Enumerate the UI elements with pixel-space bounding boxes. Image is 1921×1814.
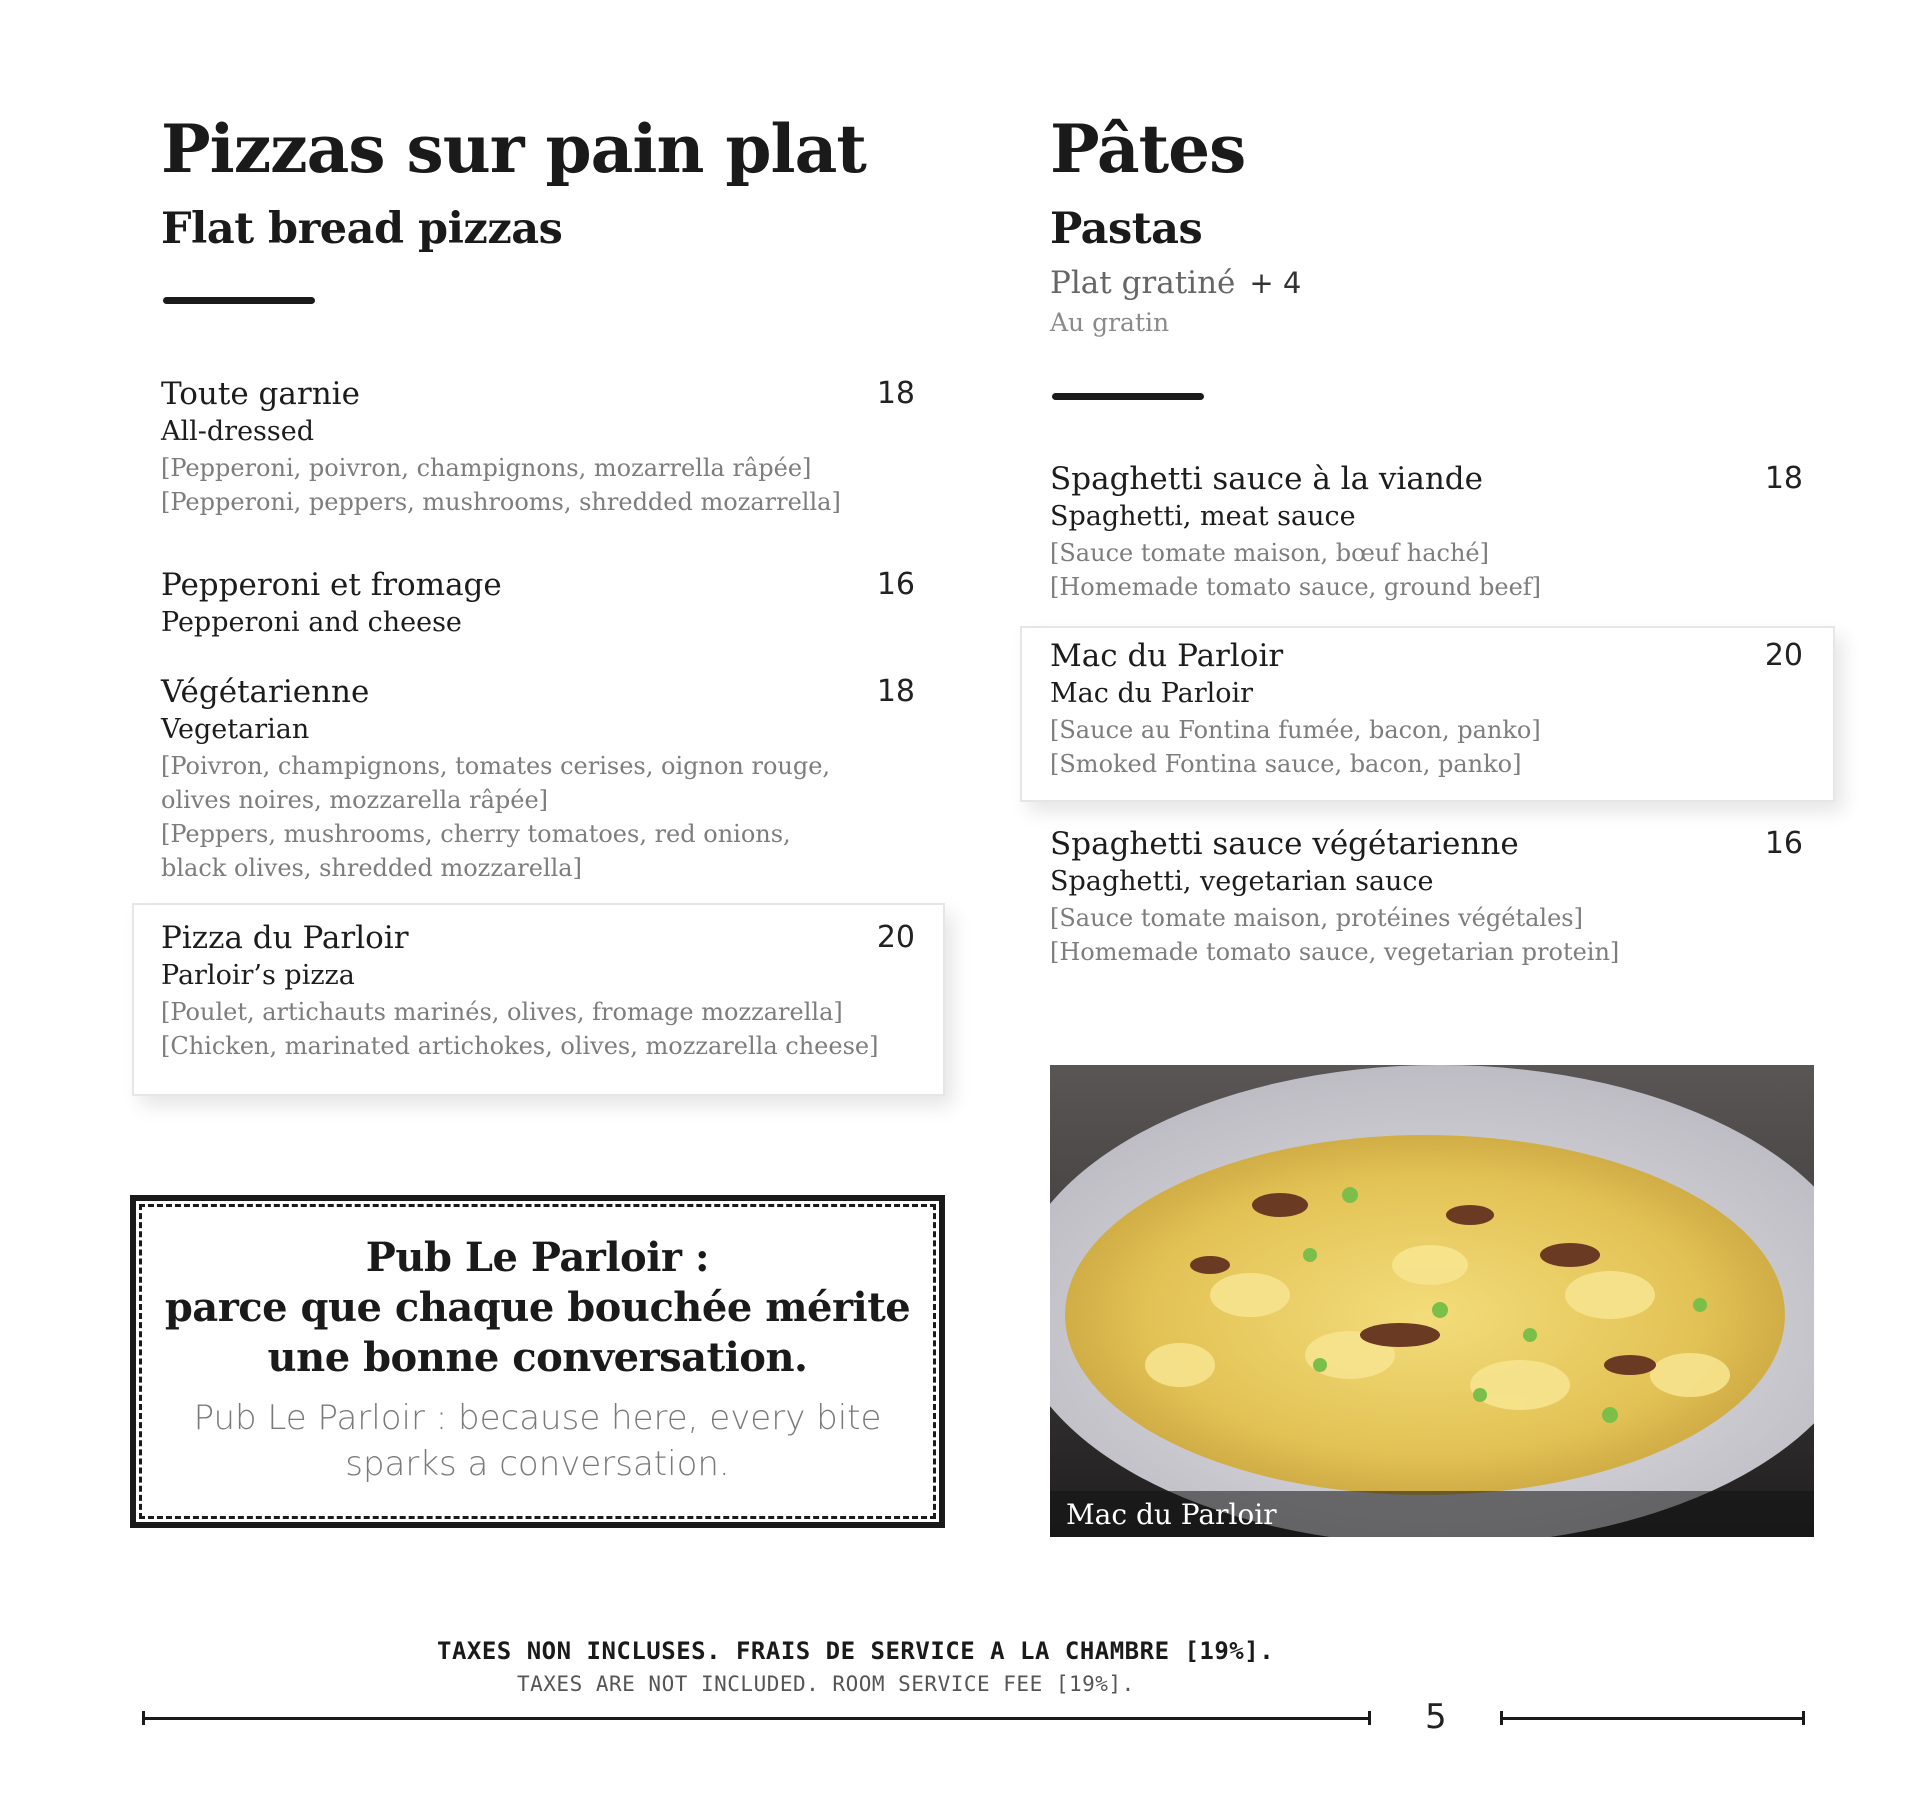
page-number: 5: [1425, 1697, 1447, 1737]
item-name-fr: Mac du Parloir: [1050, 638, 1284, 674]
item-name-fr: Toute garnie: [161, 376, 360, 412]
item-price: 18: [876, 674, 915, 709]
dish-photo: [1050, 1065, 1814, 1537]
item-price: 18: [876, 376, 915, 411]
slogan-en-line-2: sparks a conversation.: [345, 1444, 730, 1484]
mac-and-cheese-image: [1050, 1065, 1814, 1537]
item-price: 20: [876, 920, 915, 955]
item-name-fr: Spaghetti sauce végétarienne: [1050, 826, 1519, 862]
menu-item-mac-du-parloir: [1050, 637, 1541, 781]
rule-tick: [1500, 1711, 1503, 1725]
slogan-box: [130, 1195, 945, 1528]
footer-rule-left: [142, 1717, 1371, 1720]
item-name-en: All-dressed: [161, 416, 315, 447]
item-desc-fr: [Sauce tomate maison, protéines végétales]: [1050, 904, 1583, 932]
item-desc-fr: [Poulet, artichauts marinés, olives, fromage mozzarella]: [161, 998, 843, 1026]
item-name-en: Spaghetti, vegetarian sauce: [1050, 866, 1434, 897]
item-name-en: Parloir’s pizza: [161, 960, 355, 991]
item-name-en: Spaghetti, meat sauce: [1050, 501, 1356, 532]
section-divider: [1052, 393, 1204, 400]
item-desc-en: [Pepperoni, peppers, mushrooms, shredded mozarrella]: [161, 488, 841, 516]
rule-tick: [142, 1711, 145, 1725]
pastas-title: Pâtes: [1050, 110, 1246, 188]
item-price: 20: [1764, 638, 1803, 673]
gratin-label-en: Au gratin: [1050, 308, 1170, 337]
section-divider: [163, 297, 315, 304]
menu-item-spaghetti-viande: [1050, 460, 1541, 604]
item-name-en: Pepperoni and cheese: [161, 607, 462, 638]
item-name-fr: Végétarienne: [161, 674, 370, 710]
item-desc-en: [Homemade tomato sauce, vegetarian protein]: [1050, 938, 1620, 966]
slogan-fr-line-3: une bonne conversation.: [267, 1334, 808, 1381]
item-name-fr: Pepperoni et fromage: [161, 567, 502, 603]
item-name-fr: Spaghetti sauce à la viande: [1050, 461, 1483, 497]
menu-item-pepperoni: [161, 566, 502, 642]
item-desc-fr: [Sauce au Fontina fumée, bacon, panko]: [1050, 716, 1541, 744]
gratin-option: [1050, 265, 1301, 301]
menu-item-toute-garnie: [161, 375, 841, 519]
item-price: 18: [1764, 461, 1803, 496]
slogan-fr-line-1: Pub Le Parloir :: [365, 1234, 710, 1281]
menu-item-pizza-du-parloir: [161, 919, 878, 1063]
item-desc-en: [Peppers, mushrooms, cherry tomatoes, red onions,: [161, 820, 791, 848]
pizzas-title: Pizzas sur pain plat: [161, 110, 866, 188]
slogan-fr-line-2: parce que chaque bouchée mérite: [164, 1284, 911, 1331]
item-desc-en-cont: black olives, shredded mozzarella]: [161, 854, 582, 882]
item-price: 16: [876, 567, 915, 602]
item-desc-en: [Homemade tomato sauce, ground beef]: [1050, 573, 1542, 601]
taxes-note-fr: TAXES NON INCLUSES. FRAIS DE SERVICE A LA CHAMBRE [19%].: [437, 1637, 1275, 1665]
menu-item-spaghetti-vegetarienne: [1050, 825, 1619, 969]
pastas-subtitle: Pastas: [1050, 204, 1203, 254]
item-name-en: Vegetarian: [161, 714, 310, 745]
item-desc-en: [Smoked Fontina sauce, bacon, panko]: [1050, 750, 1522, 778]
item-desc-en: [Chicken, marinated artichokes, olives, mozzarella cheese]: [161, 1032, 879, 1060]
gratin-price: + 4: [1249, 266, 1302, 300]
item-desc-fr: [Sauce tomate maison, bœuf haché]: [1050, 539, 1489, 567]
pizzas-subtitle: Flat bread pizzas: [161, 204, 563, 254]
menu-item-vegetarienne: [161, 673, 830, 885]
photo-caption: Mac du Parloir: [1066, 1498, 1277, 1531]
rule-tick: [1802, 1711, 1805, 1725]
item-price: 16: [1764, 826, 1803, 861]
slogan-en-line-1: Pub Le Parloir : because here, every bite: [193, 1398, 882, 1438]
footer-rule-right: [1500, 1717, 1805, 1720]
item-desc-fr: [Poivron, champignons, tomates cerises, oignon rouge,: [161, 752, 831, 780]
item-desc-fr: [Pepperoni, poivron, champignons, mozarrella râpée]: [161, 454, 812, 482]
item-name-fr: Pizza du Parloir: [161, 920, 409, 956]
item-name-en: Mac du Parloir: [1050, 678, 1254, 709]
rule-tick: [1368, 1711, 1371, 1725]
taxes-note-en: TAXES ARE NOT INCLUDED. ROOM SERVICE FEE [19%].: [517, 1672, 1135, 1696]
item-desc-fr-cont: olives noires, mozzarella râpée]: [161, 786, 549, 814]
gratin-label: Plat gratiné: [1050, 265, 1236, 301]
